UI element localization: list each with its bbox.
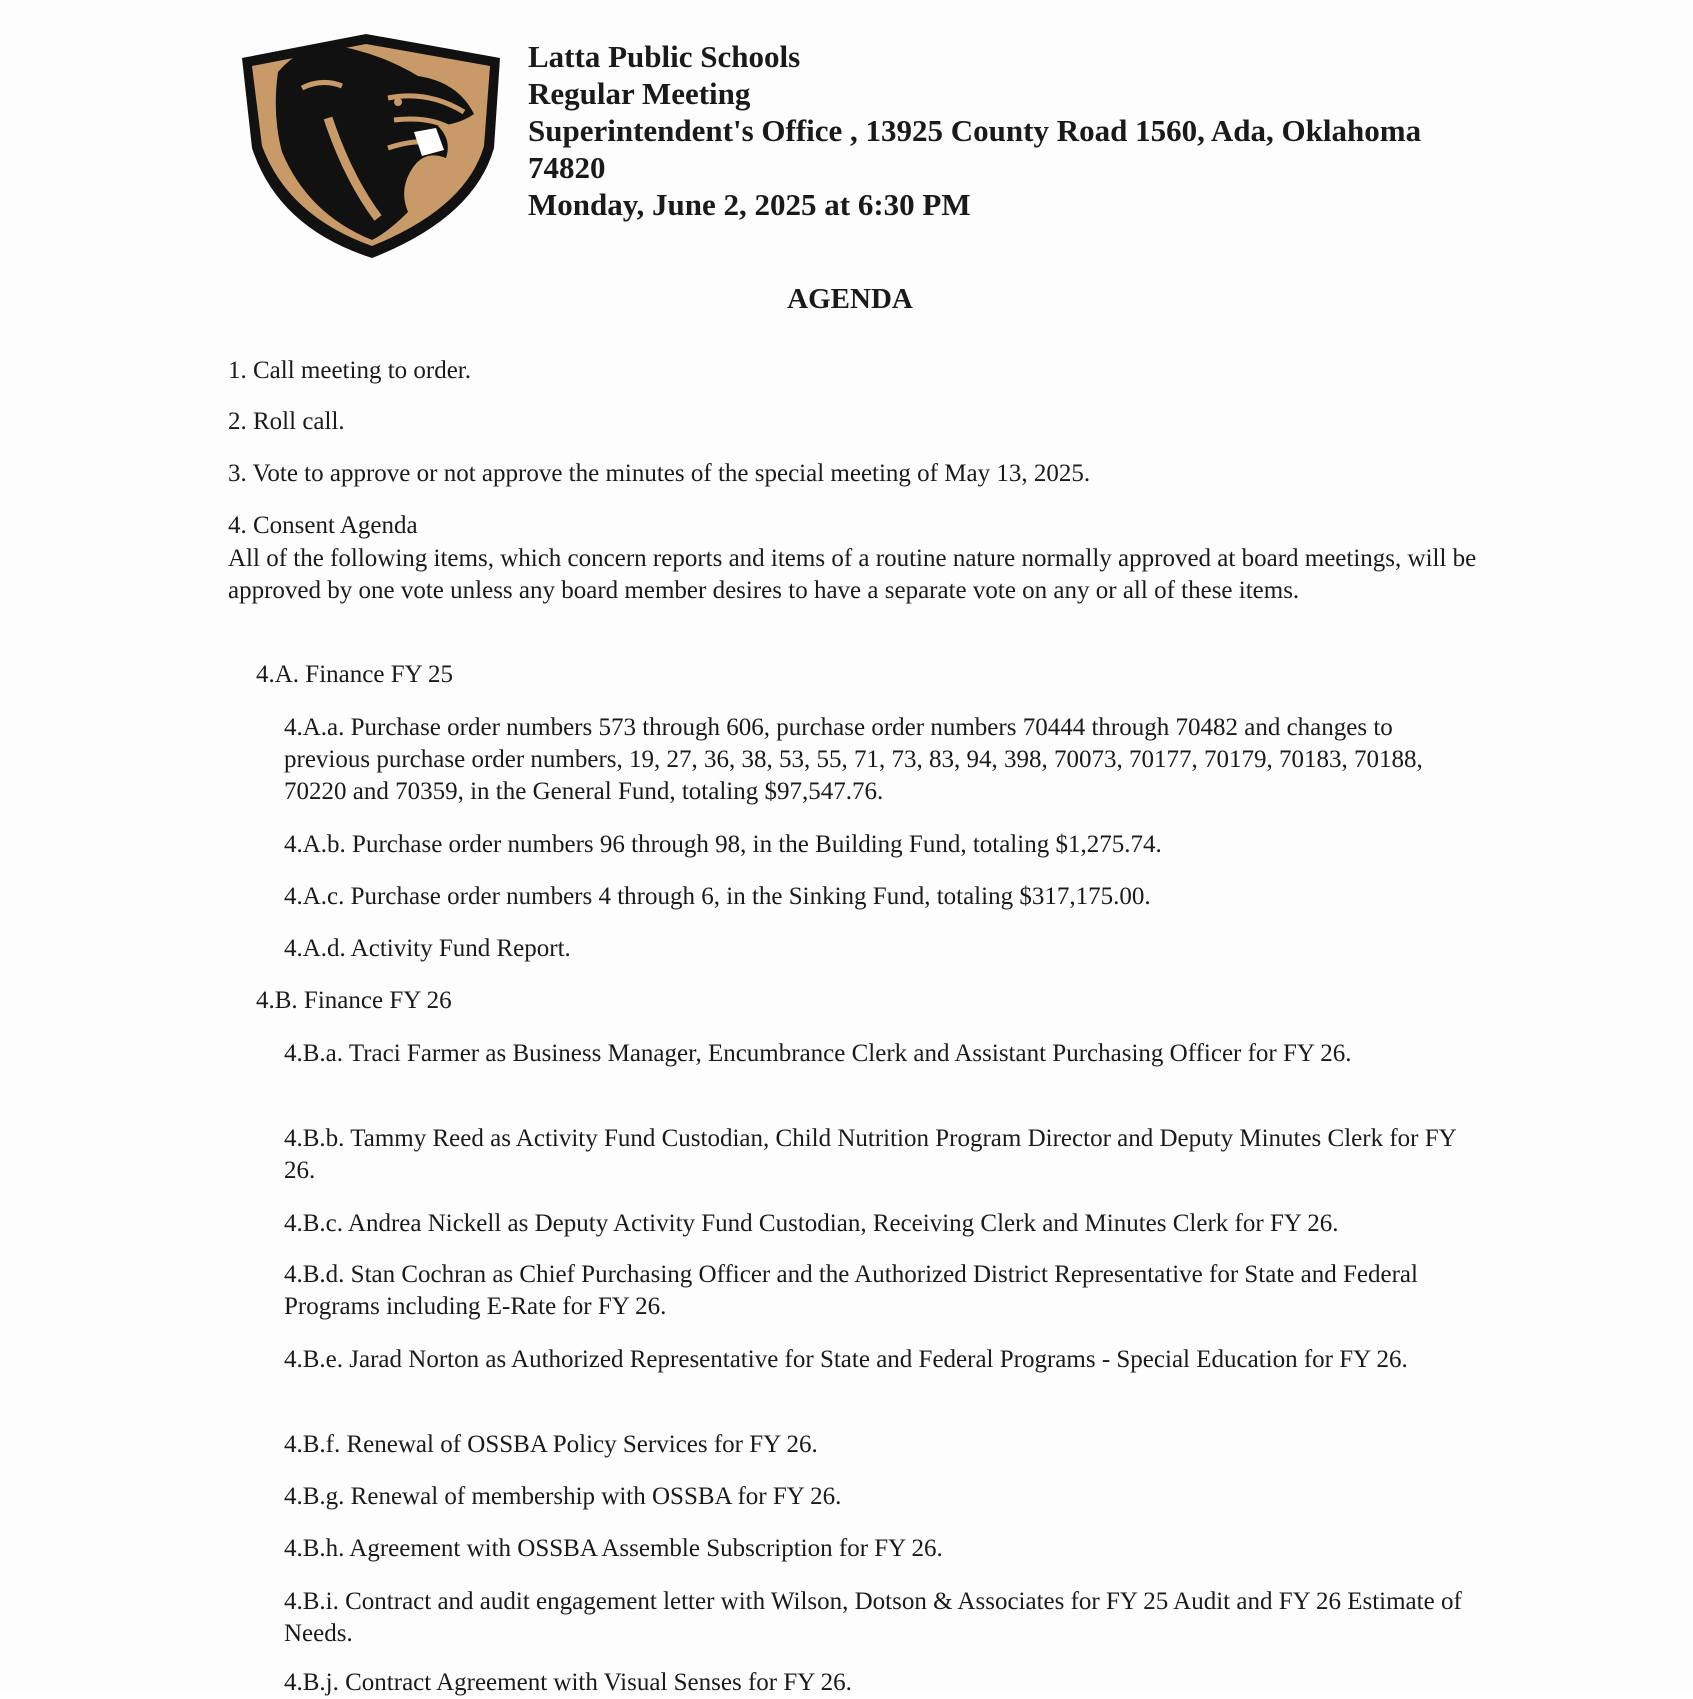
agenda-item-1: 1. Call meeting to order. (228, 357, 472, 384)
org-name: Latta Public Schools (528, 39, 801, 74)
agenda-item-4Bj: 4.B.j. Contract Agreement with Visual Senses for FY 26. (284, 1669, 852, 1696)
meeting-type: Regular Meeting (528, 76, 751, 111)
agenda-item-4Be: 4.B.e. Jarad Norton as Authorized Representative for State and Federal Programs - Special Education for FY 26. (284, 1346, 1408, 1373)
agenda-item-4Bb: 4.B.b. Tammy Reed as Activity Fund Custodian, Child Nutrition Program Director and Deputy Minutes Clerk for FY 26. (284, 1125, 1456, 1184)
agenda-item-4Bh: 4.B.h. Agreement with OSSBA Assemble Subscription for FY 26. (284, 1535, 943, 1562)
meeting-location: Superintendent's Office , 13925 County Road 1560, Ada, Oklahoma (528, 113, 1422, 148)
agenda-item-4Ba: 4.B.a. Traci Farmer as Business Manager, Encumbrance Clerk and Assistant Purchasing Officer for FY 26. (284, 1040, 1352, 1067)
agenda-item-4Bi: 4.B.i. Contract and audit engagement letter with Wilson, Dotson & Associates for FY 25 Audit and FY 26 Estimate of Needs. (284, 1588, 1462, 1647)
agenda-item-4Bg: 4.B.g. Renewal of membership with OSSBA for FY 26. (284, 1483, 842, 1510)
agenda-item-4Ad: 4.A.d. Activity Fund Report. (284, 935, 571, 962)
agenda-item-4: 4. Consent Agenda (228, 512, 418, 539)
consent-agenda-description: All of the following items, which concern reports and items of a routine nature normally approved at board meetings, will be approved by one vote unless any board member desires to have a separate vote on any or all of these items. (228, 545, 1477, 604)
panther-shield-icon (238, 28, 508, 260)
agenda-item-4Bf: 4.B.f. Renewal of OSSBA Policy Services for FY 26. (284, 1431, 818, 1458)
agenda-item-3: 3. Vote to approve or not approve the minutes of the special meeting of May 13, 2025. (228, 460, 1091, 487)
agenda-item-4A: 4.A. Finance FY 25 (256, 661, 453, 688)
meeting-datetime: Monday, June 2, 2025 at 6:30 PM (528, 187, 971, 222)
agenda-item-4Ac: 4.A.c. Purchase order numbers 4 through 6, in the Sinking Fund, totaling $317,175.00. (284, 883, 1151, 910)
meeting-header (528, 38, 1478, 223)
agenda-item-4Bc: 4.B.c. Andrea Nickell as Deputy Activity Fund Custodian, Receiving Clerk and Minutes Clerk for FY 26. (284, 1210, 1339, 1237)
page-title: AGENDA (787, 283, 913, 315)
agenda-item-4Ab: 4.A.b. Purchase order numbers 96 through 98, in the Building Fund, totaling $1,275.74. (284, 831, 1162, 858)
agenda-item-2: 2. Roll call. (228, 408, 345, 435)
meeting-location-zip: 74820 (528, 150, 606, 185)
agenda-item-4B: 4.B. Finance FY 26 (256, 987, 452, 1014)
agenda-item-4Aa: 4.A.a. Purchase order numbers 573 through 606, purchase order numbers 70444 through 70482 and changes to previous purchase order numbers, 19, 27, 36, 38, 53, 55, 71, 73, 83, 94, 398, 70073, 70177, 70179, 70183, 70188, 70220 and 70359, in the General Fund, totaling $97,547.76. (284, 714, 1423, 805)
agenda-item-4Bd: 4.B.d. Stan Cochran as Chief Purchasing Officer and the Authorized District Representative for State and Federal Programs including E-Rate for FY 26. (284, 1261, 1418, 1320)
